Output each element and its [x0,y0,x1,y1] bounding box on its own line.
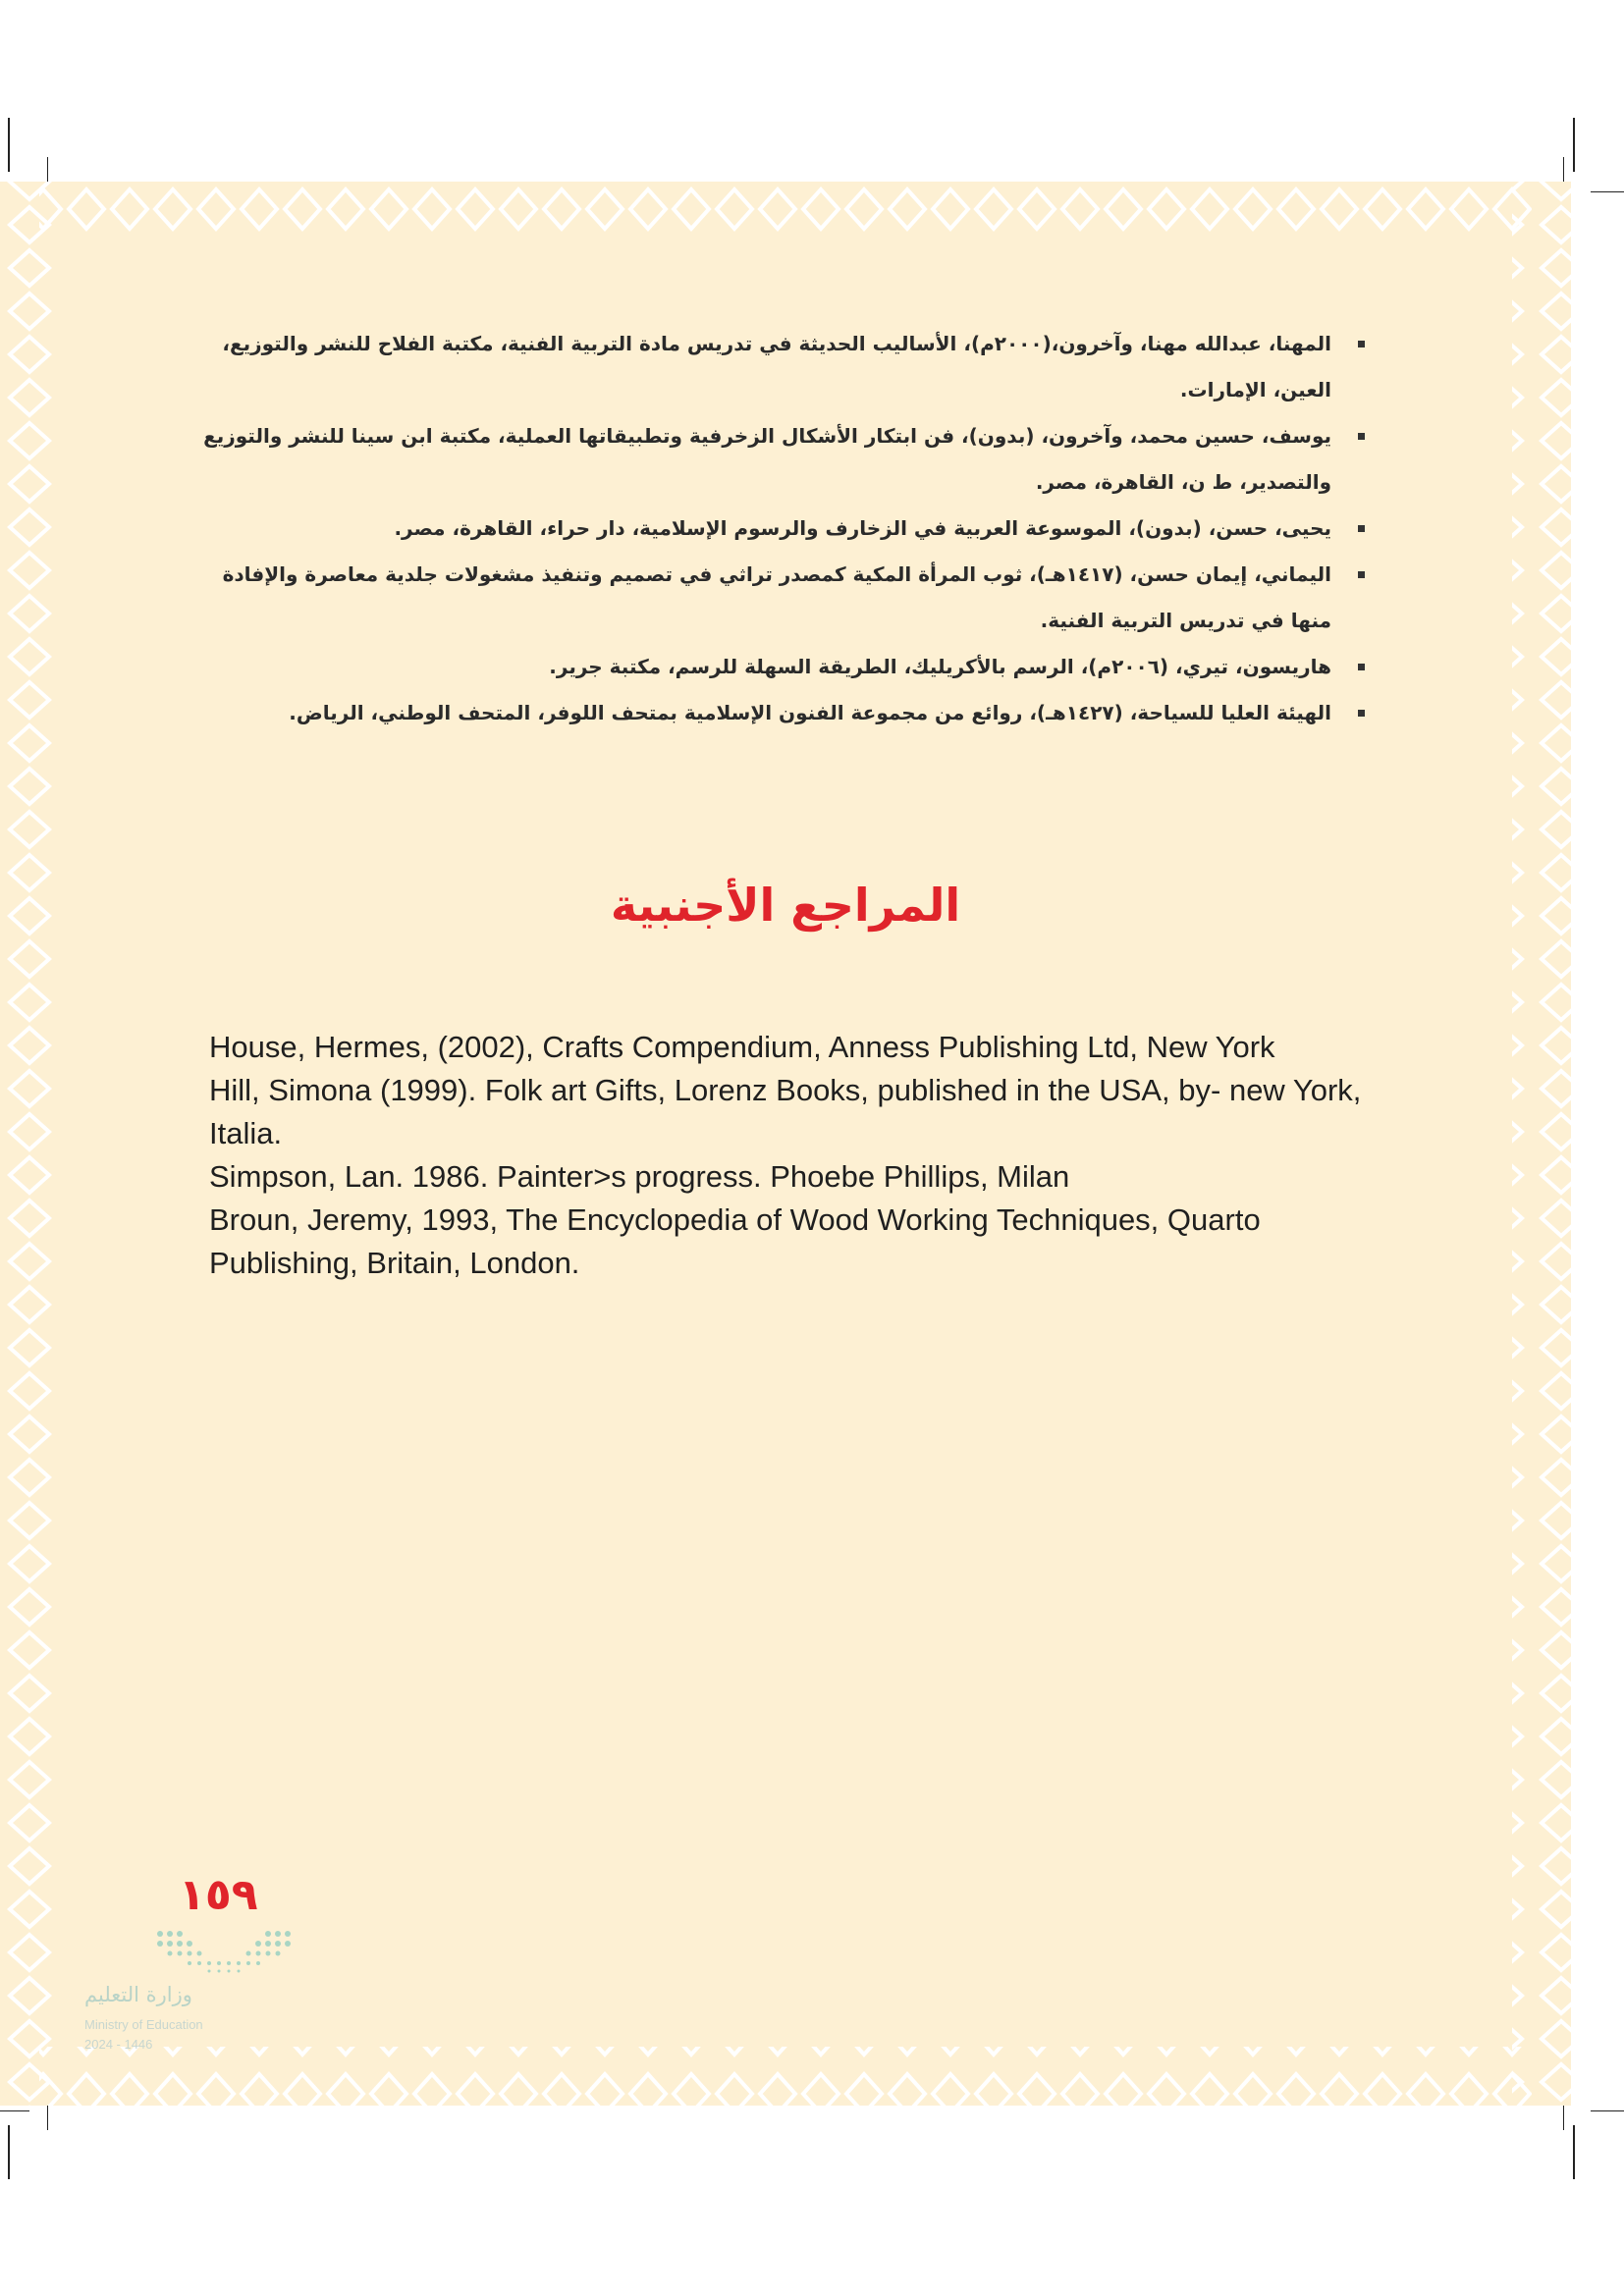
crop-mark-bottom-left-v [8,2125,10,2179]
crop-mark-bottom-right-v [1573,2125,1575,2179]
foreign-references-block [209,1026,1427,1285]
square-bullet-icon [1358,433,1365,440]
arabic-reference-item [196,413,1365,506]
arabic-reference-text: هاريسون، تيري، (٢٠٠٦م)، الرسم بالأكريليك، الطريقة السهلة للرسم، مكتبة جرير. [549,655,1331,678]
foreign-reference-line: Italia. [209,1116,283,1150]
arabic-references-list [196,321,1365,736]
square-bullet-icon [1358,341,1365,347]
crop-mark-bottom-right-h [1591,2110,1624,2111]
foreign-reference-line: Publishing, Britain, London. [209,1246,580,1280]
arabic-reference-item [196,552,1365,644]
square-bullet-icon [1358,664,1365,670]
ministry-year: 2024 - 1446 [84,2037,153,2052]
arabic-reference-item [196,321,1365,413]
square-bullet-icon [1358,525,1365,532]
crop-mark-top-left-v [8,118,10,172]
foreign-reference-line: House, Hermes, (2002), Crafts Compendium, Anness Publishing Ltd, New York [209,1030,1275,1064]
page-panel [0,182,1571,2106]
arabic-reference-text: يحيى، حسن، (بدون)، الموسوعة العربية في الزخارف والرسوم الإسلامية، دار حراء، القاهرة، مصر. [394,516,1331,540]
foreign-reference-line: Simpson, Lan. 1986. Painter>s progress. Phoebe Phillips, Milan [209,1159,1070,1194]
arabic-reference-text: يوسف، حسين محمد، وآخرون، (بدون)، فن ابتكار الأشكال الزخرفية وتطبيقاتها العملية، مكتبة ابن سينا للنشر والتوزيع والتصدير، ط ن، القاهرة، مصر. [203,424,1331,494]
crop-mark-bottom-left-h [0,2110,29,2111]
square-bullet-icon [1358,710,1365,717]
ministry-logo-icon [152,1924,299,1978]
arabic-reference-text: الهيئة العليا للسياحة، (١٤٢٧هـ)، روائع من مجموعة الفنون الإسلامية بمتحف اللوفر، المتحف الوطني، الرياض. [289,701,1331,724]
arabic-reference-item [196,506,1365,552]
ministry-name-english: Ministry of Education [84,2017,203,2032]
arabic-reference-text: اليماني، إيمان حسن، (١٤١٧هـ)، ثوب المرأة المكية كمصدر تراثي في تصميم وتنفيذ مشغولات جلدية معاصرة والإفادة منها في تدريس التربية الفنية. [222,562,1331,632]
ministry-name-arabic: وزارة التعليم [84,1983,192,2006]
square-bullet-icon [1358,571,1365,578]
foreign-references-title: المراجع الأجنبية [610,879,961,932]
arabic-reference-item [196,690,1365,736]
arabic-reference-item [196,644,1365,690]
crop-mark-top-right-v [1573,118,1575,172]
arabic-reference-text: المهنا، عبدالله مهنا، وآخرون،(٢٠٠٠م)، الأساليب الحديثة في تدريس مادة التربية الفنية، مكتبة الفلاح للنشر والتوزيع، العين، الإمارات. [222,332,1331,401]
crop-mark-top-right-h [1591,191,1624,192]
page-number: ١٥٩ [179,1870,258,1920]
foreign-reference-line: Hill, Simona (1999). Folk art Gifts, Lorenz Books, published in the USA, by- new York, [209,1073,1362,1107]
foreign-reference-line: Broun, Jeremy, 1993, The Encyclopedia of Wood Working Techniques, Quarto [209,1202,1261,1237]
